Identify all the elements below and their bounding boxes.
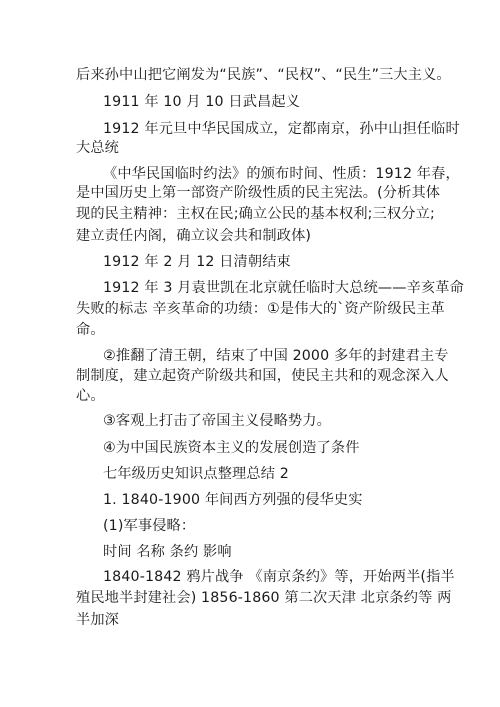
text-line: 1. 1840-1900 年间西方列强的侵华史实: [103, 492, 363, 508]
text-line: 时间 名称 条约 影响: [103, 544, 232, 560]
text-line: ②推翻了清王朝，结束了中国 2000 多年的封建君主专: [103, 348, 449, 364]
text-line: 心。: [76, 388, 105, 404]
text-line: ④为中国民族资本主义的发展创造了条件: [103, 440, 360, 456]
text-line: 大总统: [76, 140, 120, 156]
text-line: 《中华民国临时约法》的颁布时间、性质：1912 年春，: [103, 166, 460, 182]
text-line: 失败的标志 辛亥革命的功绩：①是伟大的`资产阶级民主革: [76, 301, 445, 317]
text-line: 1840-1842 鸦片战争 《南京条约》等，开始两半(指半: [103, 569, 455, 585]
text-line: 建立责任内阁，确立议会共和制政体): [76, 228, 312, 244]
text-line: 后来孙中山把它阐发为“民族”、“民权”、“民生”三大主义。: [76, 67, 451, 83]
text-line: 半加深: [76, 612, 120, 628]
text-line: 1912 年 3 月袁世凯在北京就任临时大总统——辛亥革命: [103, 280, 464, 296]
text-line: 现的民主精神：主权在民;确立公民的基本权利;三权分立;: [76, 206, 435, 222]
text-line: 1912 年元旦中华民国成立，定都南京，孙中山担任临时: [103, 121, 460, 137]
text-line: 1911 年 10 月 10 日武昌起义: [103, 94, 301, 110]
text-line: 是中国历史上第一部资产阶级性质的民主宪法。(分析其体: [76, 185, 441, 201]
text-line: 命。: [76, 322, 105, 338]
text-line: 七年级历史知识点整理总结 2: [103, 466, 289, 482]
text-line: (1)军事侵略：: [103, 518, 196, 534]
text-line: 制制度，建立起资产阶级共和国，使民主共和的观念深入人: [76, 368, 449, 384]
text-line: 殖民地半封建社会) 1856-1860 第二次天津 北京条约等 两: [76, 590, 452, 606]
text-line: ③客观上打击了帝国主义侵略势力。: [103, 413, 331, 429]
text-line: 1912 年 2 月 12 日清朝结束: [103, 254, 291, 270]
